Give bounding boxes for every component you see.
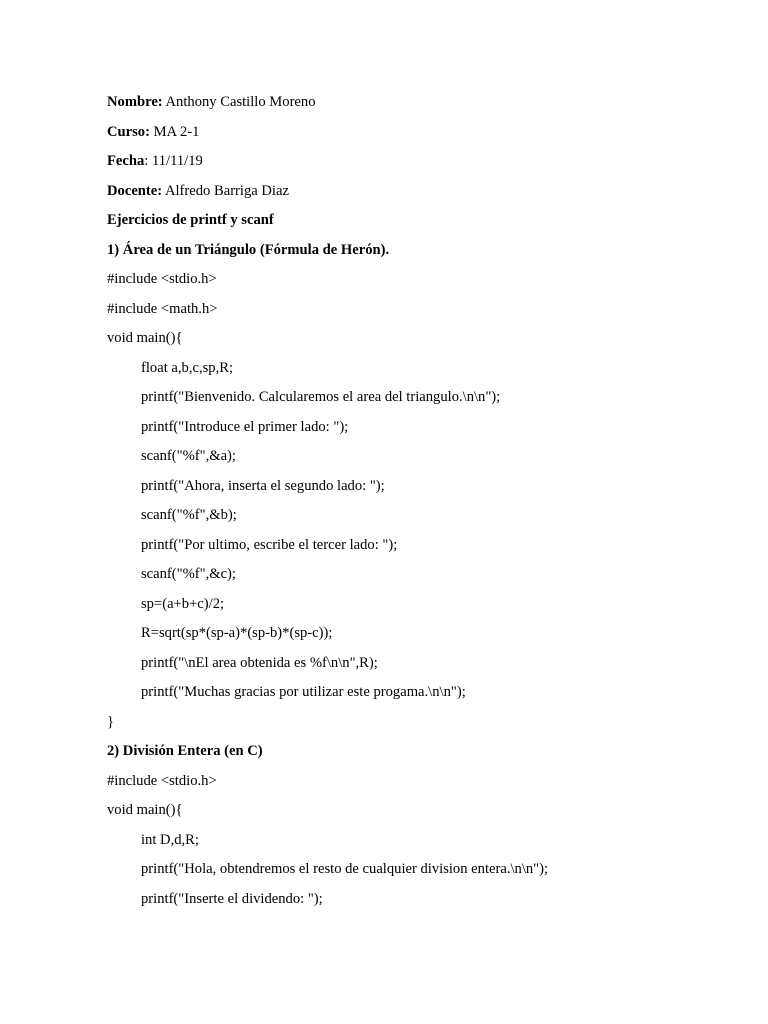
code-line: #include <stdio.h>	[107, 271, 217, 287]
code-line: #include <math.h>	[107, 300, 218, 317]
code-line: printf("Por ultimo, escribe el tercer lado: ");	[141, 536, 398, 553]
document-page	[107, 88, 727, 914]
fecha-line	[107, 147, 727, 177]
fecha-value: : 11/11/19	[144, 153, 203, 169]
exercise2-code-block	[107, 767, 727, 915]
code-line: scanf("%f",&a);	[141, 448, 236, 464]
document-title: Ejercicios de printf y scanf	[107, 212, 274, 228]
docente-value: Alfredo Barriga Diaz	[162, 182, 289, 199]
code-line: printf("Bienvenido. Calcularemos el area del triangulo.\n\n");	[141, 389, 501, 405]
code-line: printf("Hola, obtendremos el resto de cualquier division entera.\n\n");	[141, 861, 549, 877]
code-line: R=sqrt(sp*(sp-a)*(sp-b)*(sp-c));	[141, 625, 333, 641]
code-line: sp=(a+b+c)/2;	[141, 595, 225, 612]
code-line: float a,b,c,sp,R;	[141, 359, 234, 376]
code-line: printf("\nEl area obtenida es %f\n\n",R);	[141, 654, 378, 671]
code-line: int D,d,R;	[141, 831, 199, 848]
curso-label: Curso:	[107, 123, 150, 140]
code-line: void main(){	[107, 330, 183, 346]
code-line: }	[107, 713, 115, 730]
exercise1-code-block	[107, 265, 727, 737]
code-line: printf("Introduce el primer lado: ");	[141, 418, 349, 435]
nombre-line	[107, 88, 727, 118]
docente-label: Docente:	[107, 182, 163, 199]
code-line: printf("Muchas gracias por utilizar este progama.\n\n");	[141, 684, 466, 700]
fecha-label: Fecha	[107, 153, 145, 169]
code-line: printf("Inserte el dividendo: ");	[141, 890, 323, 907]
nombre-value: Anthony Castillo Moreno	[162, 94, 316, 110]
code-line: void main(){	[107, 802, 183, 818]
curso-value: MA 2-1	[149, 123, 200, 140]
curso-line	[107, 118, 727, 148]
code-line: scanf("%f",&b);	[141, 507, 237, 523]
exercise1-heading: 1) Área de un Triángulo (Fórmula de Herón).	[107, 241, 390, 258]
code-line: scanf("%f",&c);	[141, 566, 236, 582]
code-line: printf("Ahora, inserta el segundo lado: ");	[141, 477, 385, 494]
docente-line	[107, 177, 727, 207]
nombre-label: Nombre:	[107, 94, 163, 110]
code-line: #include <stdio.h>	[107, 772, 217, 789]
exercise2-heading: 2) División Entera (en C)	[107, 743, 263, 759]
